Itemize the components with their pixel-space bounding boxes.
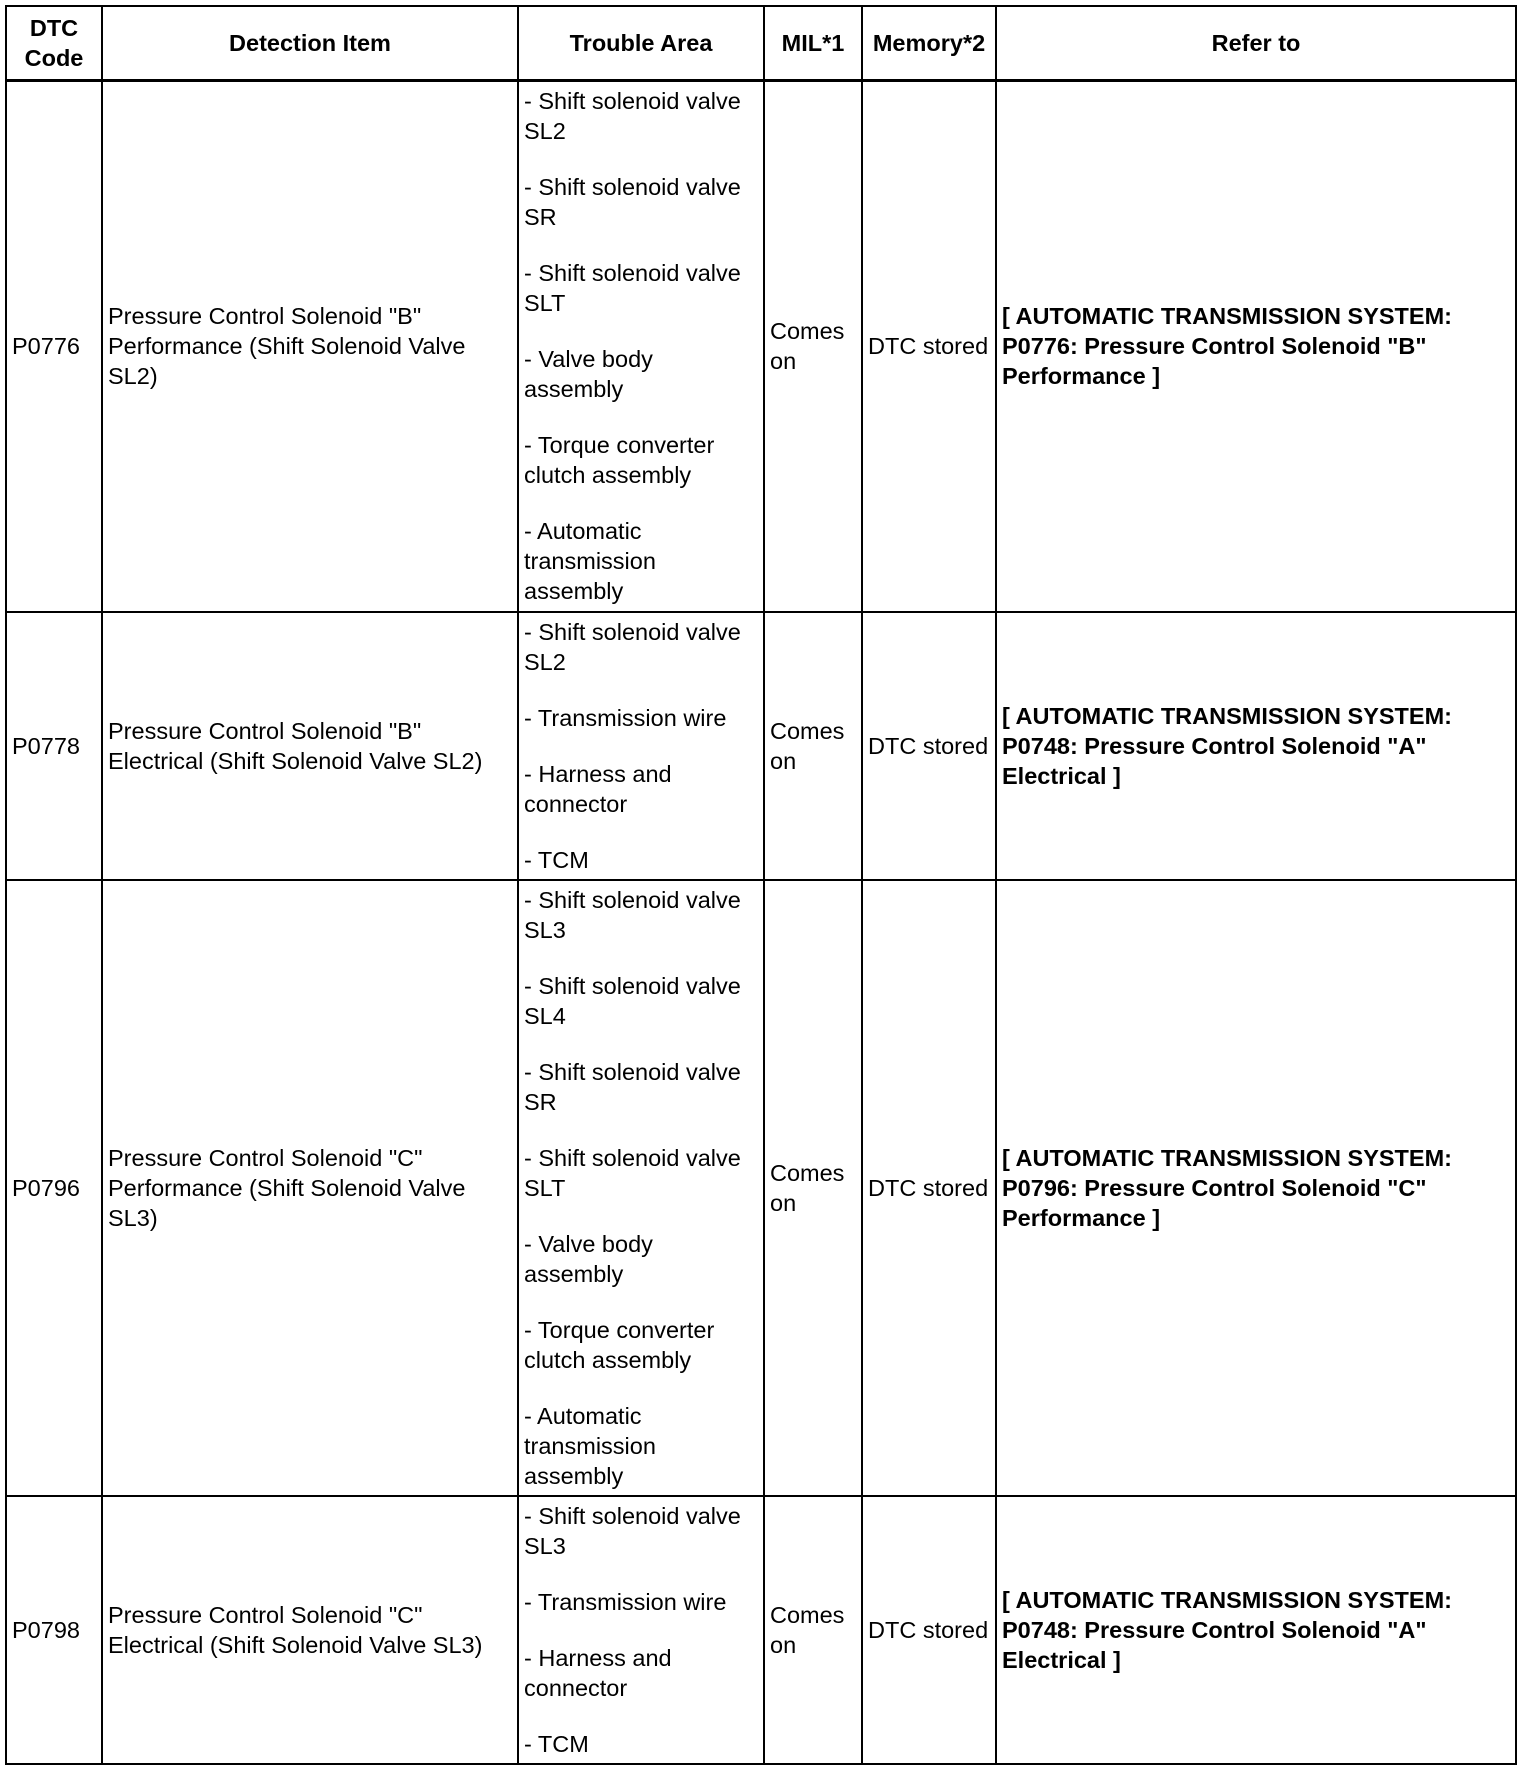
trouble-area-cell <box>518 612 764 880</box>
memory-cell: DTC stored <box>862 612 996 880</box>
header-refer-to: Refer to <box>996 6 1516 80</box>
header-memory: Memory*2 <box>862 6 996 80</box>
mil-cell: Comes on <box>764 80 862 612</box>
header-dtc-code-line1: DTC <box>29 14 79 41</box>
trouble-area-list <box>524 1501 758 1759</box>
trouble-area-item: - TCM <box>524 1731 589 1757</box>
trouble-area-item: - Shift solenoid valve SR <box>524 1059 741 1115</box>
trouble-area-item: - Harness and connector <box>524 1645 672 1701</box>
memory-cell: DTC stored <box>862 1496 996 1764</box>
header-dtc-code-line2: Code <box>24 44 84 71</box>
dtc-code-cell: P0776 <box>6 80 102 612</box>
header-mil: MIL*1 <box>764 6 862 80</box>
trouble-area-item: - Valve body assembly <box>524 345 653 402</box>
trouble-area-item: - Shift solenoid valve SLT <box>524 259 741 316</box>
header-trouble-area: Trouble Area <box>518 6 764 80</box>
dtc-code-cell: P0798 <box>6 1496 102 1764</box>
refer-to-cell <box>996 80 1516 612</box>
detection-item-cell: Pressure Control Solenoid "C" Performance (Shift Solenoid Valve SL3) <box>102 880 518 1496</box>
mil-cell: Comes on <box>764 880 862 1496</box>
detection-item-cell: Pressure Control Solenoid "B" Electrical (Shift Solenoid Valve SL2) <box>102 612 518 880</box>
trouble-area-cell <box>518 880 764 1496</box>
mil-cell: Comes on <box>764 612 862 880</box>
trouble-area-item: - Automatic transmission assembly <box>524 1403 656 1489</box>
table-row <box>6 880 1516 1496</box>
trouble-area-item: - Shift solenoid valve SLT <box>524 1145 741 1201</box>
trouble-area-item: - Shift solenoid valve SL3 <box>524 887 741 943</box>
trouble-area-item: - Torque converter clutch assembly <box>524 431 715 488</box>
detection-item-cell: Pressure Control Solenoid "C" Electrical (Shift Solenoid Valve SL3) <box>102 1496 518 1764</box>
trouble-area-item: - Transmission wire <box>524 1589 727 1615</box>
trouble-area-item: - Shift solenoid valve SL2 <box>524 87 741 144</box>
refer-to-link[interactable]: [ AUTOMATIC TRANSMISSION SYSTEM: P0796: Pressure Control Solenoid "C" Performance ] <box>1002 1145 1452 1231</box>
refer-to-link[interactable]: [ AUTOMATIC TRANSMISSION SYSTEM: P0748: Pressure Control Solenoid "A" Electrical ] <box>1002 703 1452 789</box>
trouble-area-list <box>524 885 758 1491</box>
mil-cell: Comes on <box>764 1496 862 1764</box>
refer-to-cell <box>996 880 1516 1496</box>
trouble-area-item: - Valve body assembly <box>524 1231 653 1287</box>
header-row <box>6 6 1516 80</box>
trouble-area-item: - Shift solenoid valve SR <box>524 173 741 230</box>
dtc-table <box>5 5 1517 1765</box>
memory-cell: DTC stored <box>862 80 996 612</box>
trouble-area-item: - Shift solenoid valve SL4 <box>524 973 741 1029</box>
refer-to-link[interactable]: [ AUTOMATIC TRANSMISSION SYSTEM: P0748: Pressure Control Solenoid "A" Electrical ] <box>1002 1587 1452 1673</box>
refer-to-link[interactable]: [ AUTOMATIC TRANSMISSION SYSTEM: P0776: Pressure Control Solenoid "B" Performance ] <box>1002 303 1452 390</box>
refer-to-cell <box>996 612 1516 880</box>
trouble-area-cell <box>518 1496 764 1764</box>
header-dtc-code <box>6 6 102 80</box>
table-row <box>6 80 1516 612</box>
trouble-area-item: - Shift solenoid valve SL2 <box>524 619 741 675</box>
dtc-table-body <box>6 80 1516 1764</box>
dtc-code-cell: P0796 <box>6 880 102 1496</box>
refer-to-cell <box>996 1496 1516 1764</box>
trouble-area-list <box>524 617 758 875</box>
table-row <box>6 1496 1516 1764</box>
trouble-area-item: - Torque converter clutch assembly <box>524 1317 715 1373</box>
trouble-area-item: - Shift solenoid valve SL3 <box>524 1503 741 1559</box>
trouble-area-item: - Automatic transmission assembly <box>524 517 656 604</box>
header-detection-item: Detection Item <box>102 6 518 80</box>
trouble-area-item: - Harness and connector <box>524 761 672 817</box>
memory-cell: DTC stored <box>862 880 996 1496</box>
trouble-area-cell <box>518 80 764 612</box>
table-row <box>6 612 1516 880</box>
dtc-code-cell: P0778 <box>6 612 102 880</box>
trouble-area-item: - TCM <box>524 847 589 873</box>
trouble-area-list <box>524 86 758 606</box>
trouble-area-item: - Transmission wire <box>524 705 727 731</box>
detection-item-cell: Pressure Control Solenoid "B" Performance (Shift Solenoid Valve SL2) <box>102 80 518 612</box>
